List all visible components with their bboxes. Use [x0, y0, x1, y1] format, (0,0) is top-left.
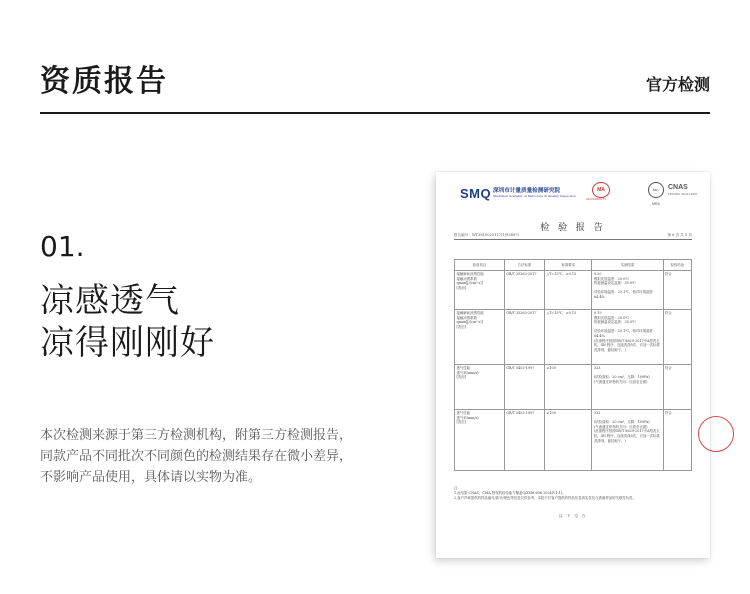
- blank-below-label: 以 下 空 白: [558, 514, 588, 518]
- report-page: 第 6 页 共 5 页: [667, 233, 692, 237]
- note-line: 2.客户声称提供的样品编号/款号/颜色等信息仅供参考，本院不对客户提供的样品信息真实性及与被测样品的关联性负责。: [454, 496, 636, 501]
- table-cell: 323 (试验面积：20 cm²，压降：100Pa) (气流通过织物的方向：反面至正面): [592, 365, 663, 410]
- header-divider: [40, 112, 710, 114]
- institute-name: 深圳市计量质量检测研究院: [493, 188, 561, 194]
- institute-name-en: Shenzhen Academy of Metrology & Quality Inspection: [493, 194, 576, 198]
- table-cell: 接触瞬间凉感性能 接触凉感系数 qmax[J/(cm²·s)] [洗后]: [455, 310, 505, 365]
- table-cell: 0.20 模拟皮肤温度：20.0℃ 热板测温设定温度：35.0℃ 试验环境温度：20.1℃，相对环境湿度：64.4%: [592, 271, 663, 310]
- report-number: 报告编号：WT3810025117(1)93497): [454, 233, 519, 237]
- table-cell: △T=15℃，≥0.15: [545, 271, 592, 310]
- col-header-conclusion: 检验结论: [663, 260, 691, 271]
- table-cell: 接触瞬间凉感性能 接触凉感系数 qmax[J/(cm²·s)] [洗前]: [455, 271, 505, 310]
- headline-line-1: 凉感透气: [40, 281, 180, 321]
- table-row: [455, 271, 692, 310]
- table-cell: GB/T 5453-1997: [504, 410, 544, 471]
- section-headline: [40, 280, 215, 364]
- section-description: [40, 425, 352, 488]
- table-cell: 322 (试验面积：20 cm²，压降：100Pa) (气流通过织物的方向：反面至正面) (洗涤程序按照GB/T 8629-2017中A型洗衣机，4N 程序，连续洗涤5次，仅加一次标准洗涤剂，悬挂晾干。): [592, 410, 663, 471]
- table-cell: 0.19 模拟皮肤温度：20.0℃ 热板测温设定温度：35.0℃ 试验环境温度：20.1℃，相对环境湿度：64.4% (洗涤程序按照GB/T 8629-2017中A型洗衣机，4N 程序，连续洗涤5次，仅加一次标准洗涤剂，悬挂晾干。): [592, 310, 663, 365]
- cma-logo: MA: [592, 182, 610, 198]
- description-line: 不影响产品使用，具体请以实物为准。: [40, 470, 262, 485]
- notes-title: 注：: [454, 486, 461, 490]
- cnas-text: CNAS: [668, 184, 688, 191]
- description-line: 同款产品不同批次不同颜色的检测结果存在微小差异，: [40, 449, 353, 464]
- description-line: 本次检测来源于第三方检测机构，附第三方检测报告，: [40, 428, 353, 443]
- table-row: [455, 410, 692, 471]
- results-table: [454, 259, 692, 471]
- red-seal-stamp: [698, 416, 734, 452]
- headline-line-2: 凉得刚刚好: [40, 323, 215, 363]
- table-cell: GB/T 35263-2017: [504, 310, 544, 365]
- table-cell: 符合: [663, 410, 691, 471]
- table-row: [455, 310, 692, 365]
- note-line: 1.此结果 CNAS、CMA 授权的检验能力覆盖Q/ZSM 606-2024(V1.1)。: [454, 491, 566, 496]
- table-cell: △T=15℃，≥0.15: [545, 310, 592, 365]
- table-cell: 符合: [663, 365, 691, 410]
- smq-logo: SMQ: [460, 186, 492, 201]
- col-header-method: 方法标准: [504, 260, 544, 271]
- page-title: 资质报告: [40, 64, 168, 99]
- section-number: 01.: [40, 230, 85, 263]
- cma-number: 2020190081F2: [586, 198, 606, 201]
- cnas-number: TESTING CNAS L0281: [668, 193, 698, 196]
- report-document: [436, 172, 710, 558]
- table-cell: 符合: [663, 271, 691, 310]
- table-header-row: [455, 260, 692, 271]
- col-header-result: 实测结果: [592, 260, 663, 271]
- table-cell: 透气性能 透气率(mm/s) [洗前]: [455, 365, 505, 410]
- report-notes: [454, 486, 694, 502]
- col-header-item: 检验项目: [455, 260, 505, 271]
- table-row: [455, 365, 692, 410]
- ilac-mra-icon: ilac-MRA: [648, 182, 664, 198]
- table-cell: ≥100: [545, 365, 592, 410]
- report-title: 检 验 报 告: [540, 223, 606, 233]
- cnas-logo: [648, 182, 700, 206]
- table-cell: 符合: [663, 310, 691, 365]
- table-cell: GB/T 5453-1997: [504, 365, 544, 410]
- col-header-requirement: 标准要求: [545, 260, 592, 271]
- report-divider: [454, 239, 692, 240]
- page-subtitle: 官方检测: [645, 75, 710, 94]
- table-cell: 透气性能 透气率(mm/s) [洗后]: [455, 410, 505, 471]
- table-cell: GB/T 35263-2017: [504, 271, 544, 310]
- table-cell: ≥100: [545, 410, 592, 471]
